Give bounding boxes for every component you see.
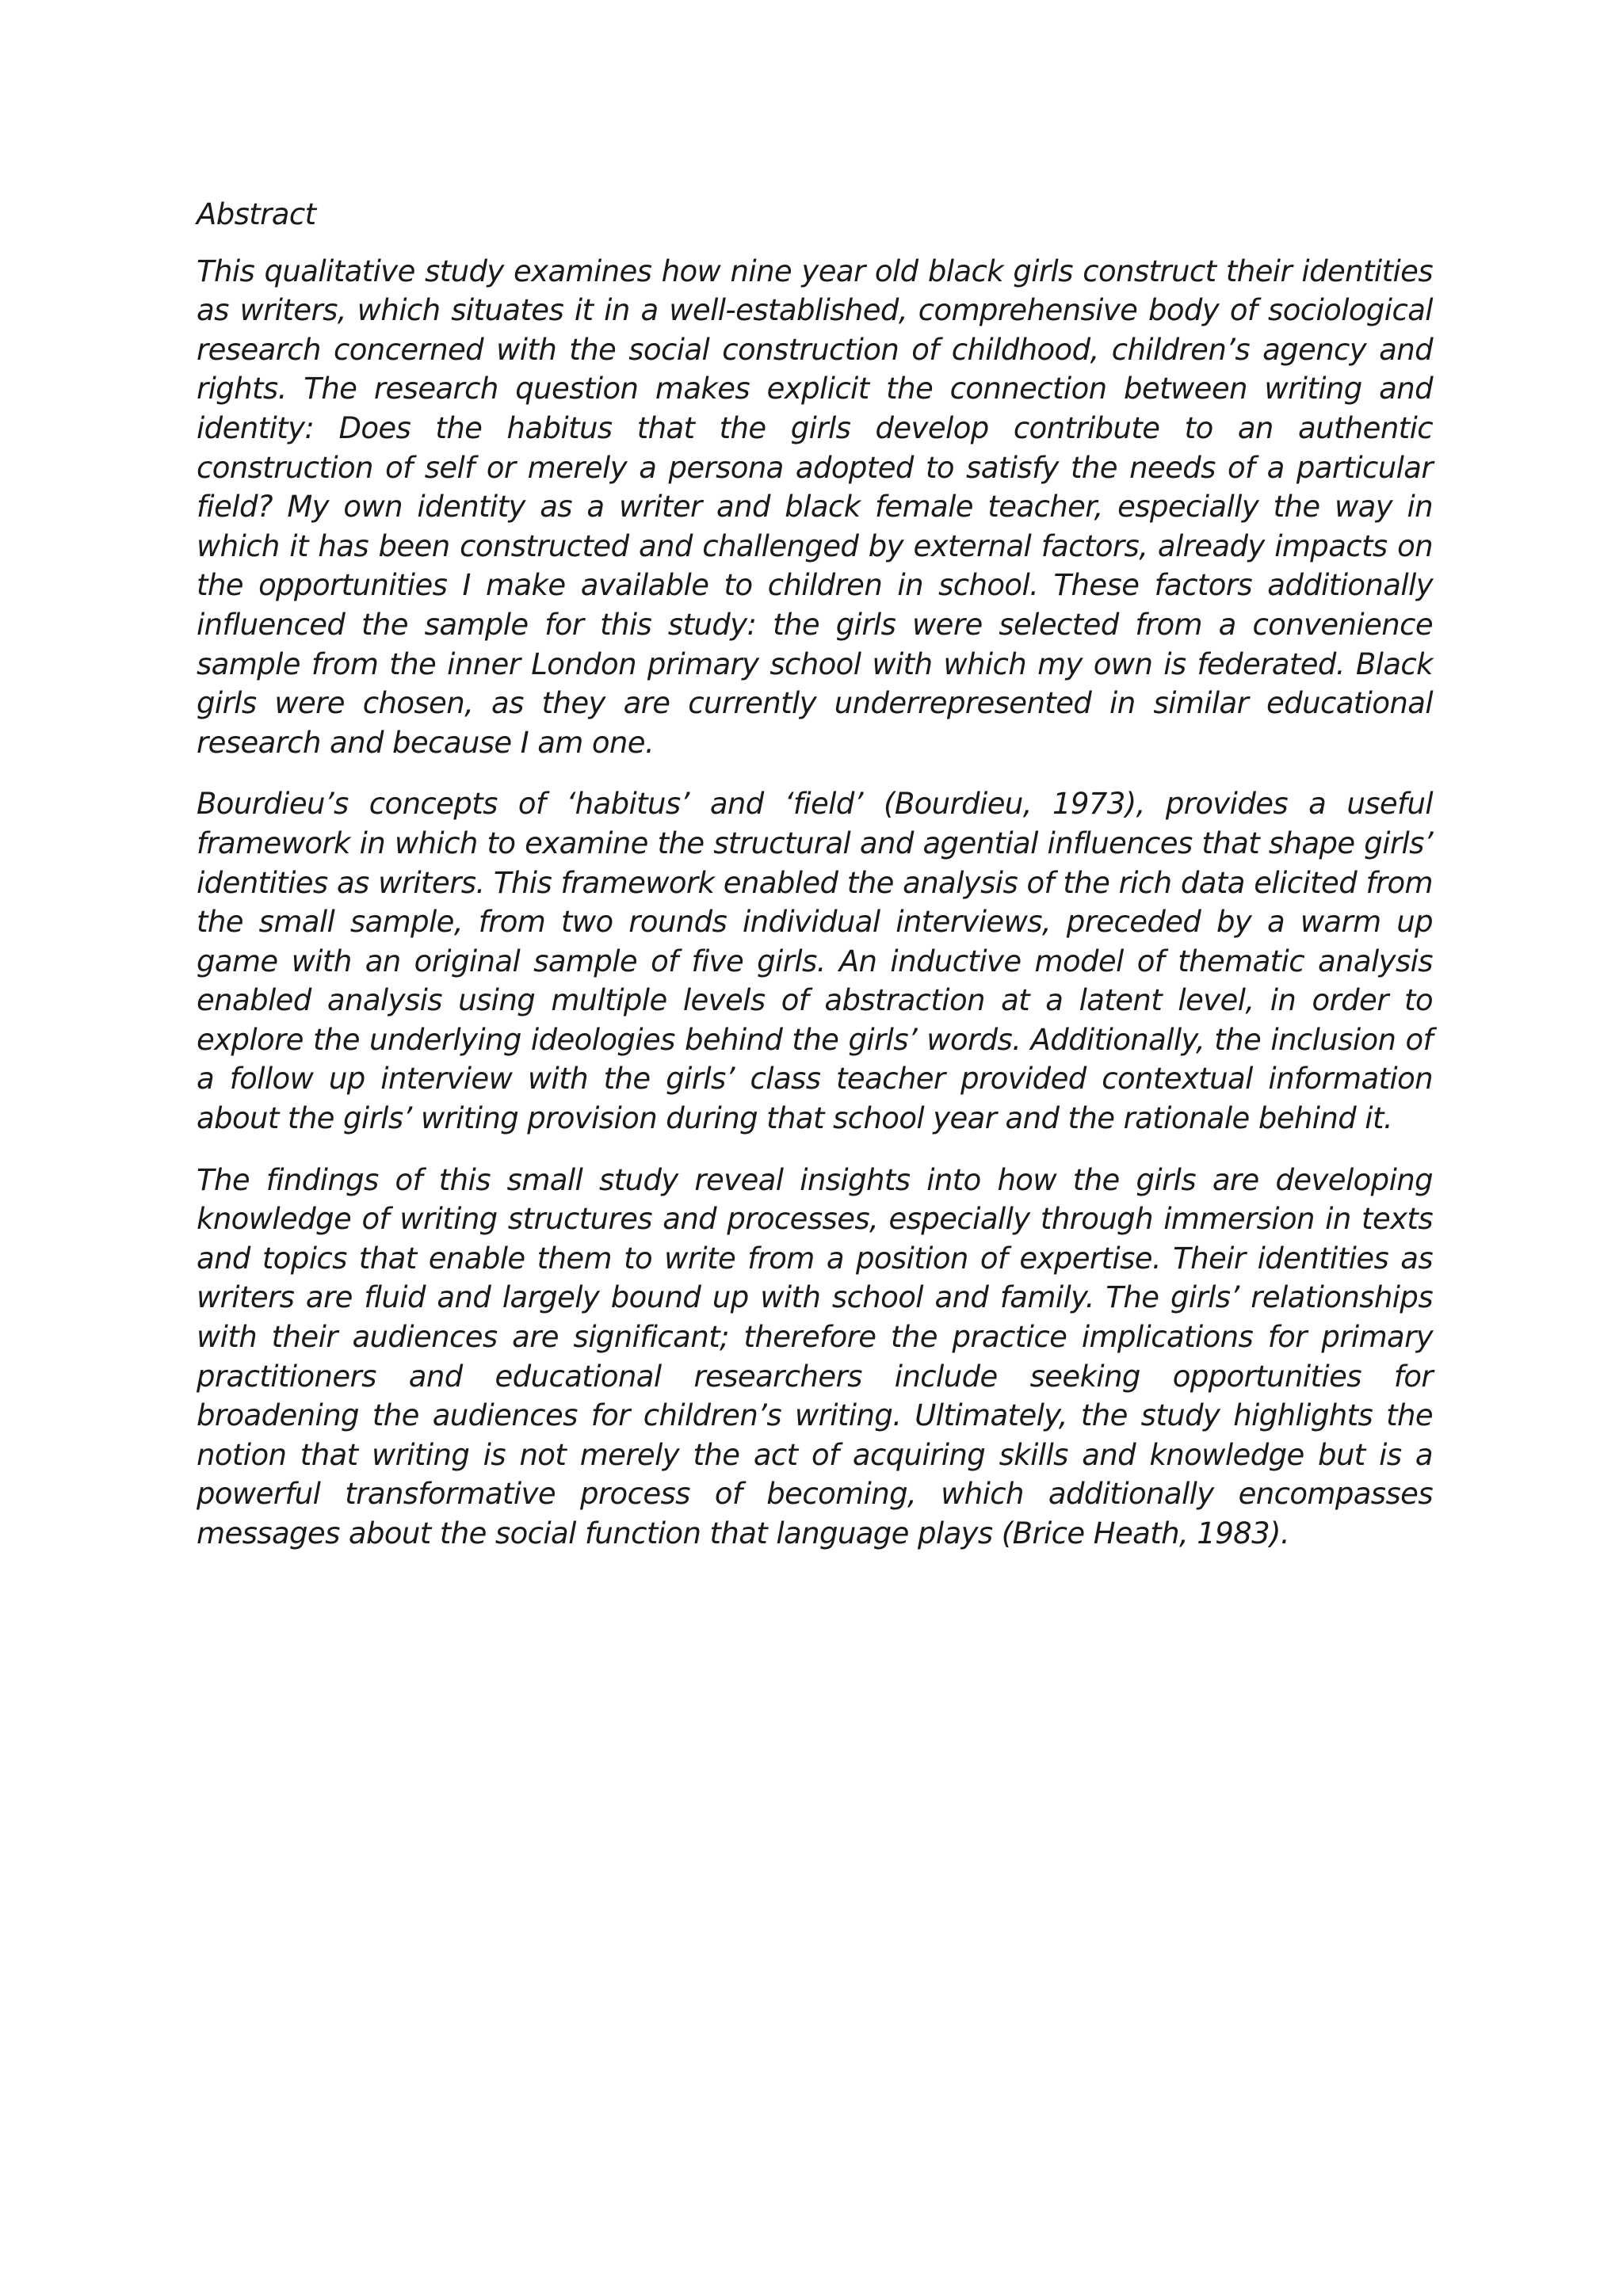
abstract-paragraph-1: This qualitative study examines how nine year old black girls construct their identities as writers, which situates it in a well-established, comprehensive body of sociological research concerned with the social construction of childhood, children’s agency and rights. The research question makes explicit the connection between writing and identity: Does the habitus that the girls develop contribute to an authentic construction of self or merely a persona adopted to satisfy the needs of a particular field? My own identity as a writer and black female teacher, especially the way in which it has been constructed and challenged by external factors, already impacts on the opportunities I make available to children in school. These factors additionally influenced the sample for this study: the girls were selected from a convenience sample from the inner London primary school with which my own is federated. Black girls were chosen, as they are currently underrepresented in similar educational research and because I am one.	[197, 254, 1433, 760]
abstract-paragraph-2: Bourdieu’s concepts of ‘habitus’ and ‘field’ (Bourdieu, 1973), provides a useful framework in which to examine the structural and agential influences that shape girls’ identities as writers. This framework enabled the analysis of the rich data elicited from the small sample, from two rounds individual interviews, preceded by a warm up game with an original sample of five girls. An inductive model of thematic analysis enabled analysis using multiple levels of abstraction at a latent level, in order to explore the underlying ideologies behind the girls’ words. Additionally, the inclusion of a follow up interview with the girls’ class teacher provided contextual information about the girls’ writing provision during that school year and the rationale behind it.	[197, 787, 1433, 1136]
abstract-paragraph-3: The findings of this small study reveal insights into how the girls are developing knowledge of writing structures and processes, especially through immersion in texts and topics that enable them to write from a position of expertise. Their identities as writers are fluid and largely bound up with school and family. The girls’ relationships with their audiences are significant; therefore the practice implications for primary practitioners and educational researchers include seeking opportunities for broadening the audiences for children’s writing. Ultimately, the study highlights the notion that writing is not merely the act of acquiring skills and knowledge but is a powerful transformative process of becoming, which additionally encompasses messages about the social function that language plays (Brice Heath, 1983).	[197, 1162, 1433, 1550]
abstract-heading: Abstract	[197, 197, 316, 231]
abstract-section	[197, 195, 1433, 1576]
